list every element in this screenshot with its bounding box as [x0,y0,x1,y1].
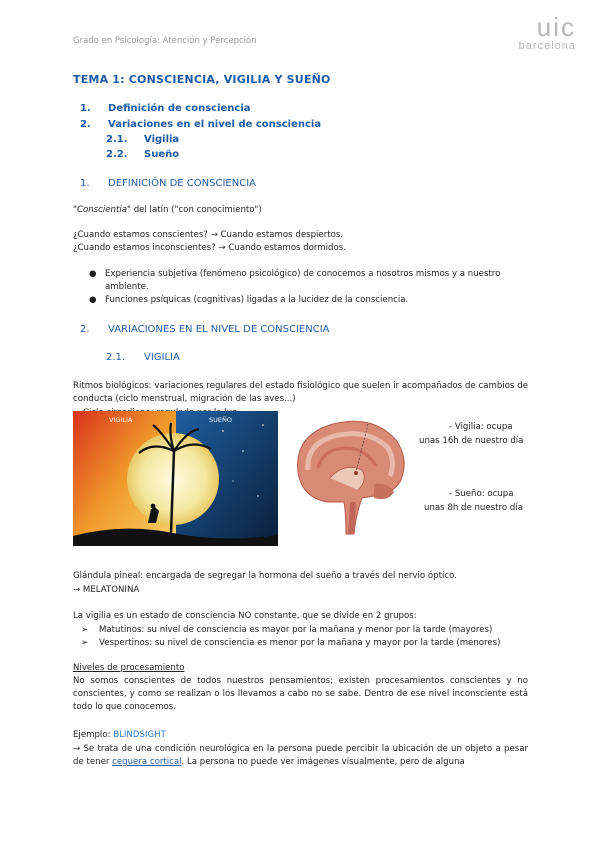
question-conscious: ¿Cuando estamos conscientes? → Cuando estamos despiertos. [73,230,344,240]
list-item: ● Experiencia subjetiva (fenómeno psicológico) de conocemos a nosotros mismos y a nuestro ambiente. [89,269,501,292]
question-unconscious: ¿Cuando estamos inconscientes? → Cuando estamos dormidos. [73,243,346,253]
logo-bottom-text: barcelona [518,40,576,52]
sueno-note-line-2: unas 8h de nuestro día [424,503,523,513]
ritmos-paragraph: Ritmos biológicos: variaciones regulares del estado fisiológico que suelen ir acompañados de cambios de conducta (ciclo menstrual, migración de las aves...) [73,381,528,404]
toc-item-2-2[interactable]: 2.2. Sueño [106,149,180,160]
ejemplo-line: Ejemplo: BLINDSIGHT [73,730,166,740]
vigilia-groups [73,624,533,650]
consciousness-bullets [73,268,528,307]
melatonina-line: → MELATONINA [73,585,140,595]
toc-item-2-1[interactable]: 2.1. Vigilia [106,134,180,145]
section-2-1-heading: 2.1. VIGILIA [106,352,180,363]
pineal-line: Glándula pineal: encargada de segregar la hormona del sueño a través del nervio óptico. [73,571,457,581]
page-title: TEMA 1: CONSCIENCIA, VIGILIA Y SUEÑO [73,73,331,86]
logo-top-text: uic [536,12,576,42]
etymology: "Conscientia" del latín ("con conocimiento") [73,205,262,215]
blindsight-term: BLINDSIGHT [113,730,166,740]
toc-item-1[interactable]: 1. Definición de consciencia [80,103,251,114]
list-item: ➢ Vespertinos: su nivel de consciencia es menor por la mañana y mayor por la tarde (menores) [81,638,501,648]
blindsight-paragraph: → Se trata de una condición neurológica en la persona puede percibir la ubicación de un objeto a pesar de tener ceguera cortical. La persona no puede ver imágenes visualmente, pero de alguna [73,744,528,767]
brain-image [288,410,410,540]
niveles-heading: Niveles de procesamiento [73,663,185,673]
uic-logo [512,14,576,52]
section-2-heading: 2. VARIACIONES EN EL NIVEL DE CONSCIENCIA [80,324,330,335]
toc-item-2[interactable]: 2. Variaciones en el nivel de consciencia [80,119,322,130]
section-1-heading: 1. DEFINICIÓN DE CONSCIENCIA [80,178,256,189]
vigilia-definition: La vigilia es un estado de consciencia NO constante, que se divide en 2 grupos: [73,611,417,621]
sueno-note-line-1: - Sueño: ocupa [449,489,514,499]
niveles-paragraph: No somos conscientes de todos nuestros pensamientos; existen procesamientos conscientes y no conscientes, y como se realizan o los llevamos a cabo no se sabe. Dentro de ese nivel inconsciente está todo lo que conocemos. [73,676,528,712]
image-label-vigilia: VIGILIA [109,416,133,424]
header-course: Grado en Psicología: Atención y Percepción [73,36,257,46]
image-label-sueno: SUEÑO [209,416,232,424]
list-item: ➢ Matutinos: su nivel de consciencia es mayor por la mañana y menor por la tarde (mayores) [81,625,493,635]
vigilia-note-line-2: unas 16h de nuestro día [419,436,524,446]
list-item: ● Funciones psíquicas (cognitivas) ligadas a la lucidez de la consciencia. [89,295,409,305]
ceguera-cortical-link[interactable]: ceguera cortical [112,757,182,767]
day-night-image [73,411,278,546]
vigilia-note-line-1: - Vigilia: ocupa [449,422,513,432]
